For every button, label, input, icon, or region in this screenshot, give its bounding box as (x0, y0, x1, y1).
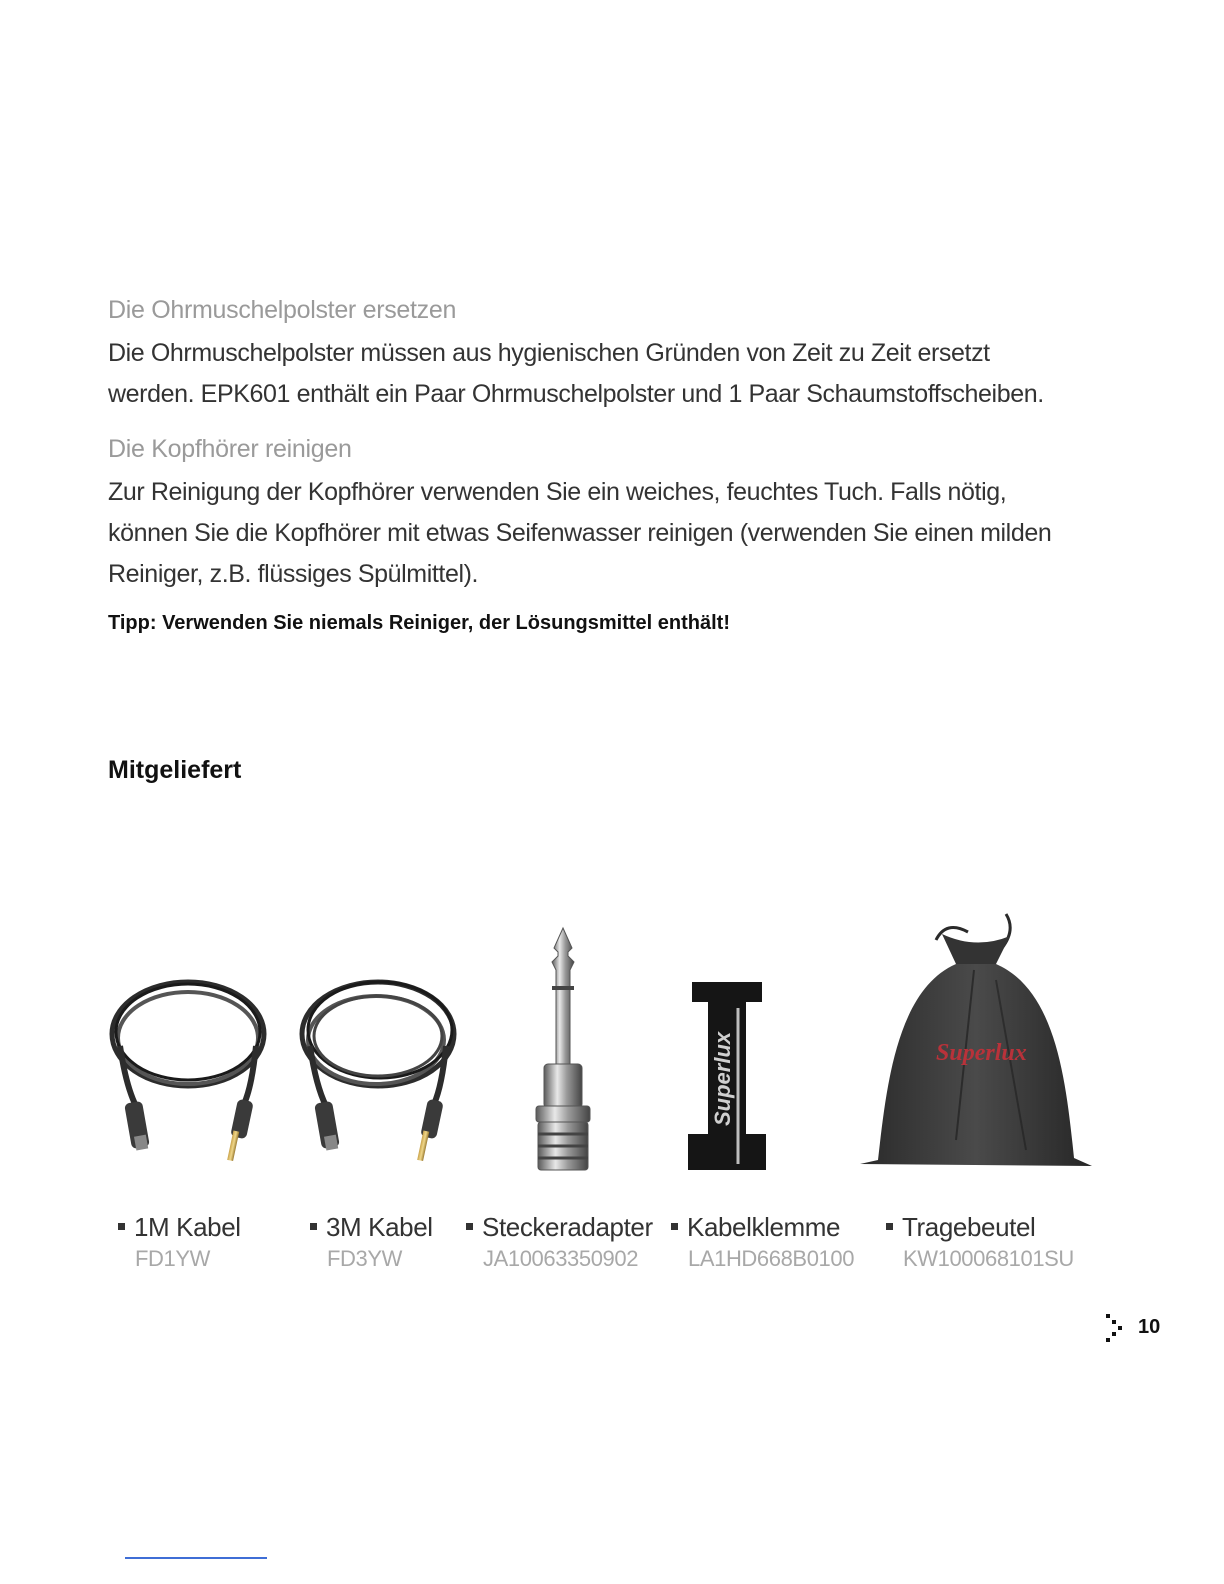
item-label-text: Kabelklemme (687, 1212, 841, 1242)
cable-clip-image (686, 978, 768, 1172)
item-code-cable-clip: LA1HD668B0100 (688, 1246, 855, 1271)
item-label-text: 1M Kabel (134, 1212, 241, 1242)
paragraph-line: können Sie die Kopfhörer mit etwas Seifenwasser reinigen (verwenden Sie einen milden (108, 519, 1052, 547)
section-title-ear-pads: Die Ohrmuschelpolster ersetzen (108, 296, 457, 324)
paragraph-line: Zur Reinigung der Kopfhörer verwenden Sie ein weiches, feuchtes Tuch. Falls nötig, (108, 478, 1007, 506)
bullet-icon (118, 1223, 125, 1230)
bullet-icon (886, 1223, 893, 1230)
item-label-3m-cable (310, 1212, 433, 1243)
item-label-1m-cable (118, 1212, 241, 1243)
footer-divider (125, 1557, 267, 1559)
item-label-plug-adapter (466, 1212, 653, 1243)
bullet-icon (310, 1223, 317, 1230)
page-marker-icon (1104, 1312, 1128, 1348)
drawstring-bag-image (856, 910, 1096, 1172)
item-label-text: 3M Kabel (326, 1212, 433, 1242)
bullet-icon (466, 1223, 473, 1230)
paragraph-line: werden. EPK601 enthält ein Paar Ohrmuschelpolster und 1 Paar Schaumstoffscheiben. (108, 380, 1044, 408)
cable-3m-image (296, 976, 460, 1166)
bag-brand-logo: Superlux (936, 1040, 1027, 1066)
item-code-1m-cable: FD1YW (135, 1246, 211, 1271)
section-title-cleaning: Die Kopfhörer reinigen (108, 435, 352, 463)
paragraph-ear-pads (108, 333, 1108, 415)
cable-1m-image (106, 976, 270, 1166)
item-label-cable-clip (671, 1212, 840, 1243)
item-code-carry-bag: KW100068101SU (903, 1246, 1074, 1271)
tip-text: Tipp: Verwenden Sie niemals Reiniger, der Lösungsmittel enthält! (108, 612, 730, 634)
item-code-plug-adapter: JA10063350902 (483, 1246, 639, 1271)
paragraph-cleaning (108, 472, 1108, 595)
plug-adapter-image (530, 926, 596, 1172)
item-label-text: Tragebeutel (902, 1212, 1036, 1242)
page-number: 10 (1138, 1316, 1161, 1338)
paragraph-line: Die Ohrmuschelpolster müssen aus hygienischen Gründen von Zeit zu Zeit ersetzt (108, 339, 990, 367)
item-label-carry-bag (886, 1212, 1035, 1243)
clip-brand-logo: Superlux (710, 1031, 735, 1126)
paragraph-line: Reiniger, z.B. flüssiges Spülmittel). (108, 560, 479, 588)
item-label-text: Steckeradapter (482, 1212, 653, 1242)
included-heading: Mitgeliefert (108, 756, 242, 784)
item-code-3m-cable: FD3YW (327, 1246, 403, 1271)
bullet-icon (671, 1223, 678, 1230)
